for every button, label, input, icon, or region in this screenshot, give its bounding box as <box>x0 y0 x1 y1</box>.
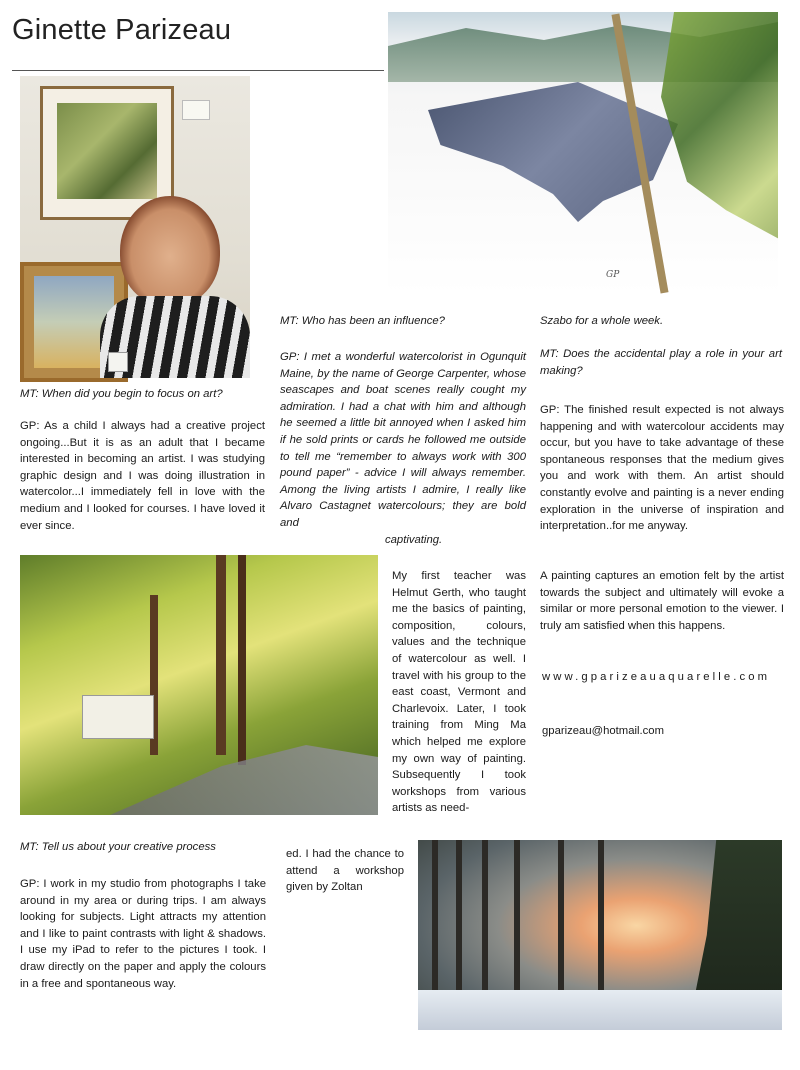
first-teacher-text-continued: ed. I had the chance to attend a workshop given by Zoltan <box>286 848 404 894</box>
title-rule <box>12 70 384 71</box>
question-influence: MT: Who has been an influence? <box>280 315 445 327</box>
question-accidental: MT: Does the accidental play a role in your art making? <box>540 348 782 377</box>
forest-road-painting <box>20 555 378 815</box>
answer-influence: GP: I met a wonderful watercolorist in Ogunquit Maine, by the name of George Carpenter, whose seascapes and boat scenes really cought my admiration. I had a chat with him and although he seemed a little bit annoyed when I asked him if he sold prints or cards he followed me outside to tell me “remember to always work with 300 pound paper” - advice I will always remember. Among the living artists I admire, I really like Alvaro Castagnet watercolours; they are bold and <box>280 351 526 529</box>
painting-emotion-text: A painting captures an emotion felt by the artist towards the subject and ultimately will evoke a similar or more personal emotion to the viewer. I truly am satisfied when this happens. <box>540 570 784 632</box>
wall-label <box>182 100 210 120</box>
question-creative-process: MT: Tell us about your creative process <box>20 841 216 853</box>
answer-focus-on-art: GP: As a child I always had a creative project ongoing...But it is as an adult that I became interested in becoming an artist. I was studying graphic design and I was doing illustration in watercolor...I immediately fell in love with the medium and I looked for courses. I have loved it ever since. <box>20 420 265 532</box>
question-focus-on-art: MT: When did you begin to focus on art? <box>20 388 223 400</box>
email-link[interactable]: gparizeau@hotmail.com <box>542 725 664 737</box>
painting-signature: GP <box>606 270 620 280</box>
szabo-text: Szabo for a whole week. <box>540 315 664 327</box>
winter-stream-painting <box>388 12 778 295</box>
answer-creative-process: GP: I work in my studio from photographs I take around in my area or during trips. I am always looking for subjects. Light attracts my attention and I like to paint contrasts with light & shadows. I use my iPad to refer to the pictures I took. I draw directly on the paper and apply the colours in a free and spontaneous way. <box>20 878 266 990</box>
page-title: Ginette Parizeau <box>12 14 232 46</box>
name-badge <box>108 352 128 372</box>
first-teacher-text: My first teacher was Helmut Gerth, who taught me the basics of painting, composition, colours, values and the technique of watercolour as well. I travel with his group to the east coast, Vermont and Charlevoix. Later, I took training from Ming Ma which helped me explore my own way of painting. Subsequently I took workshops from various artists as need- <box>392 570 526 815</box>
answer-influence-end: captivating. <box>385 534 443 546</box>
winter-sunset-painting <box>418 840 782 1030</box>
answer-accidental: GP: The finished result expected is not always happening and with watercolour accidents may occur, but you have to take advantage of these spontaneous responses that the medium gives you and work with them. An artist should constantly evolve and painting is a never ending exploration in the universe of inspiration and interpretation..for me anyway. <box>540 404 784 533</box>
website-link[interactable]: www.gparizeauaquarelle.com <box>542 671 771 683</box>
artist-face <box>120 196 220 306</box>
